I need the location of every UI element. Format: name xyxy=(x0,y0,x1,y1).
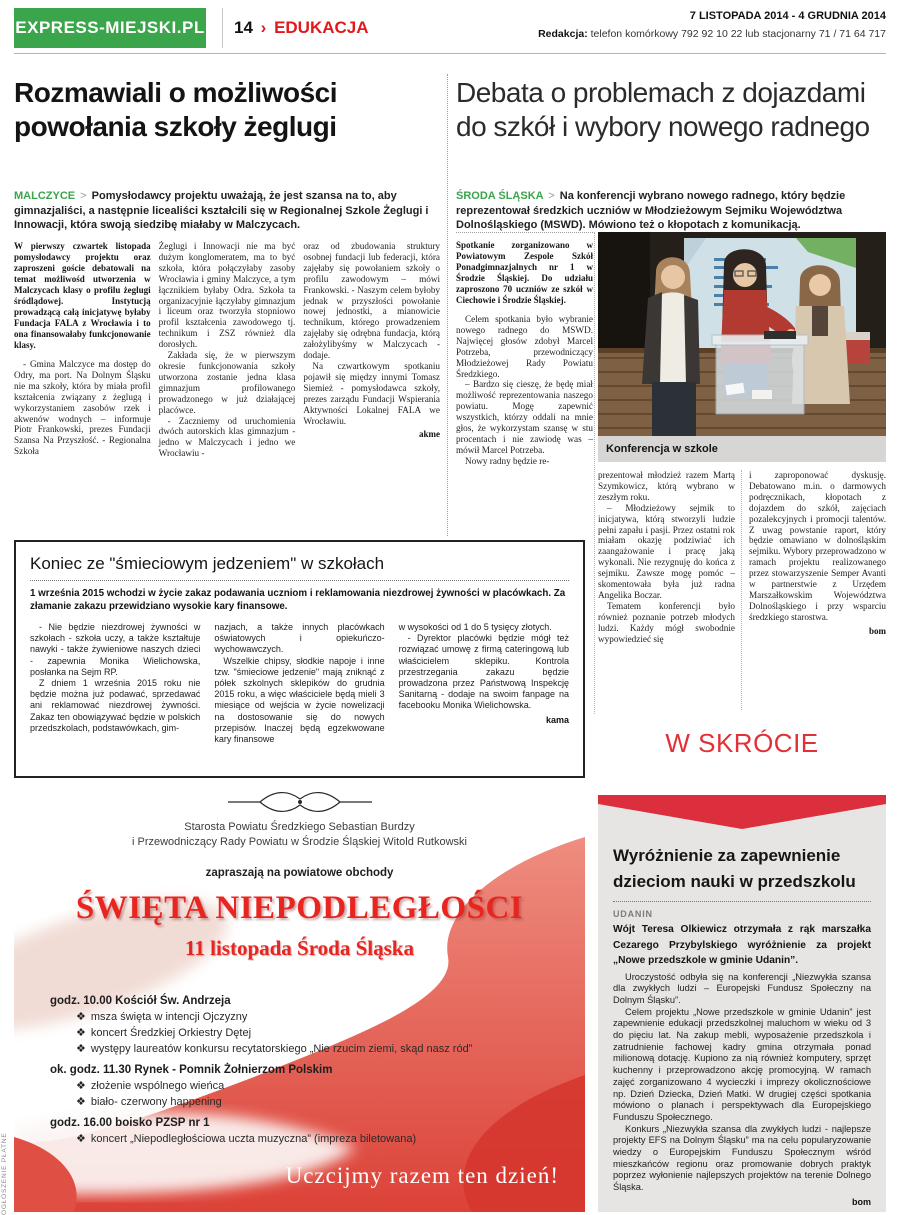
poster-host-line2: i Przewodniczący Rady Powiatu w Środzie Śląskiej Witold Rutkowski xyxy=(131,836,467,848)
location-tag: ŚRODA ŚLĄSKA xyxy=(456,190,544,202)
article-column xyxy=(749,470,886,645)
article-paragraph: w wysokości od 1 do 5 tysięcy złotych. xyxy=(398,622,552,632)
event-time: godz. 10.00 Kościół Św. Andrzeja xyxy=(50,995,231,1007)
column-divider xyxy=(741,470,742,710)
byline: bom xyxy=(852,1196,871,1207)
diamond-bullet-icon: ❖ xyxy=(76,1027,86,1039)
issue-date-range: 7 LISTOPADA 2014 - 4 GRUDNIA 2014 xyxy=(689,10,886,22)
location-tag: MALCZYCE xyxy=(14,190,76,202)
location-tag: UDANIN xyxy=(613,909,653,919)
event-item xyxy=(76,1078,530,1094)
article-intro: Wójt Teresa Olkiewicz otrzymała z rąk marszałka Cezarego Przybylskiego wyróżnienie za projekt „Nowe przedszkole w gminie Udanin”. xyxy=(613,924,871,966)
event-time: ok. godz. 11.30 Rynek - Pomnik Żołnierzom Polskim xyxy=(50,1064,333,1076)
lead-text: Pomysłodawcy projektu uważają, że jest szansa na to, aby gimnazjaliści, a następnie licealiści kształcili się w Regionalnej Szkole Żeglugi i Innowacji, która swoją siedzibę miałaby w Malczycach. xyxy=(14,190,429,231)
article-paragraph: Konkurs „Niezwykła szansa dla zwykłych ludzi - najlepsze projekty EFS na Dolnym Śląsku” ma na celu popularyzowanie wiedzy o Europejskim Funduszu Społecznym wśród mieszkańców regionu oraz promowanie dobrych praktyk poprzez wyłonienie najlepszych projektów na terenie Dolnego Śląska. xyxy=(613,1123,871,1193)
w-skrocie-heading: W SKRÓCIE xyxy=(665,728,819,758)
article-left-headline: Rozmawiali o możliwości powołania szkoły żeglugi xyxy=(14,77,338,142)
article-column xyxy=(456,232,593,467)
byline: akme xyxy=(419,429,441,440)
event-item xyxy=(76,1009,530,1025)
diamond-bullet-icon: ❖ xyxy=(76,1133,86,1145)
event-item xyxy=(76,1131,530,1147)
event-item xyxy=(76,1025,530,1041)
article-paragraph: – Bardzo się cieszę, że będę miał możliwość reprezentowania naszego powiatu. Mogę zapewnić wszystkich, którzy oddali na mnie głos, że wykorzystam szansę w stu procentach i nie zawiodę was – mówił Marcel Potrzeba. xyxy=(456,379,593,455)
article-right-lead xyxy=(456,189,888,233)
junk-food-article-box xyxy=(14,540,585,778)
article-paragraph: Celem projektu „Nowe przedszkole w gminie Udanin” jest zapewnienie edukacji przedszkolnej maluchom w wieku od 3 do pięciu lat. Na zakup mebli, wyposażenie przedszkola i zatrudnienie fachowej kadry gmina otrzymała ponad milionową dotację. Kupiono za nią również komputery, sprzęt kuchenny i przeprowadzono akcję promocyjną. W ramach zajęć zorganizowano 4 wycieczki i imprezy okolicznościowe np. Dzień Dziecka, Dzień Matki. W drugiej części spotkania mówiono o planach i perspektywach dla Europejskiego Funduszu Społecznego. xyxy=(613,1006,871,1122)
news-brief-content xyxy=(598,843,886,1207)
column-divider xyxy=(447,74,448,536)
conference-photo-graphic xyxy=(598,232,886,436)
paid-ad-side-label: OGŁOSZENIE PŁATNE xyxy=(1,1132,8,1215)
article-column xyxy=(14,241,151,537)
article-right-columns xyxy=(598,470,886,645)
news-title: Wyróżnienie za zapewnienie dzieciom nauki w przedszkolu xyxy=(613,846,856,891)
article-right-headline: Debata o problemach z dojazdami do szkół i wybory nowego radnego xyxy=(456,77,870,142)
event-item xyxy=(76,1041,530,1057)
event-item-text: złożenie wspólnego wieńca xyxy=(90,1080,225,1092)
poster-title: ŚWIĘTA NIEPODLEGŁOŚCI xyxy=(75,890,524,926)
header-right xyxy=(538,10,886,40)
event-item-text: msza święta w intencji Ojczyzny xyxy=(90,1011,248,1023)
page-number: 14 xyxy=(234,18,253,37)
article-intro: W pierwszy czwartek listopada pomysłodawcy projektu oraz zaproszeni goście debatowali na temat możliwośd utworzenia w Malczycach klasy o profilu żeglugi śródlądowej. Instytucją prowadzącą całą inicjatywę byłaby Fundacja FALA z Wrocławia i to ona finansowałaby funkcjonowanie klasy. xyxy=(14,241,151,350)
article-paragraph: Żeglugi i Innowacji nie ma być dużym konglomeratem, ma to być szkoła, która połączyłaby zasoby Wrocławia i gminy Malczyce, a tym łącznikiem byłaby Odra. Szkoła ta organizacyjnie łączyłaby gimnazjum i liceum oraz tworzyła stopniowo profil kształcenia zawodowego tj. technikum i ZSZ również dla dorosłych. xyxy=(158,241,296,350)
article-column xyxy=(30,622,200,745)
news-brief-box xyxy=(598,795,886,1212)
article-paragraph: Zakłada się, że w pierwszym okresie funkcjonowania szkoły utworzona zostanie jedna klasa gimnazjum profilowanego prowadzonego w już działającej placówce. xyxy=(158,350,296,415)
box-title: Koniec ze "śmieciowym jedzeniem" w szkołach xyxy=(30,554,385,573)
column-divider xyxy=(594,232,595,714)
article-paragraph: Z dniem 1 września 2015 roku nie będzie można już podawać, sprzedawać ani reklamować niezdrowej żywności. Zakaz ten obowiązywać będzie w polskich przedszkolach, podstawówkach, gim- xyxy=(30,678,201,733)
poster-invite-line: zapraszają na powiatowe obchody xyxy=(205,867,394,879)
article-intro: Spotkanie zorganizowano w Powiatowym Zespole Szkół Ponadgimnazjalnych nr 1 w Środzie Śląskiej. Do udziału zaproszono 70 uczniów ze szkół w Ciechowie i Środzie Śląskiej. xyxy=(456,240,593,305)
header-rule xyxy=(14,53,886,54)
diamond-bullet-icon: ❖ xyxy=(76,1096,86,1108)
article-paragraph: nazjach, a także innych placówkach oświatowych i opiekuńczo-wychowawczych. xyxy=(214,622,385,655)
article-paragraph: Na czwartkowym spotkaniu pojawił się między innymi Tomasz Siemież - pomysłodawca szkoły, prezes zarządu Fundacji Wspierania Aktywności Lokalnej FALA we Wrocławiu. xyxy=(303,360,441,426)
event-item-text: koncert Średzkiej Orkiestry Dętej xyxy=(90,1027,252,1039)
dotted-rule xyxy=(613,901,871,902)
diamond-bullet-icon: ❖ xyxy=(76,1043,86,1055)
poster-subtitle: 11 listopada Środa Śląska xyxy=(185,936,414,960)
article-column xyxy=(399,622,569,745)
section-name: EDUKACJA xyxy=(274,18,369,37)
byline: kama xyxy=(545,714,569,725)
article-paragraph: - Dyrektor placówki będzie mógł też rozwiązać umowę z firmą cateringową lub właścicielem sklepiku. Kontrola przestrzegania zakazu będzie prowadzona przez Państwową Inspekcję Sanitarną - dodaje na swoim fanpage na facebooku Monika Wielichowska. xyxy=(398,633,569,711)
article-left-lead xyxy=(14,189,440,233)
conference-photo xyxy=(598,232,886,436)
dotted-rule xyxy=(30,580,569,581)
event-items xyxy=(76,1078,530,1110)
article-paragraph: Uroczystość odbyła się na konferencji „Niezwykła szansa dla zwykłych ludzi – Europejski Fundusz Społeczny na Dolnym Śląsku”. xyxy=(613,971,871,1005)
flourish-ornament xyxy=(226,791,374,813)
section-arrow-icon: › xyxy=(260,18,267,37)
poster-schedule xyxy=(50,995,530,1154)
article-paragraph: Nowy radny będzie re- xyxy=(465,455,550,466)
article-paragraph: Tematem konferencji było również poznanie potrzeb młodych ludzi. Każdy mógł swobodnie wypowiedzieć się xyxy=(598,600,735,644)
article-paragraph: oraz od zbudowania struktury osobnej fundacji lub federacji, która zajęłaby się powołaniem szkoły o profilu zawodowym – mówi Frankowski. - Naszym celem byłoby jednak w przyszłości powołanie nowej jednostki, a mianowicie technikum, którego prowadzeniem zajęłaby się odrębna fundacja, którą założylibyśmy w Malczycach - dodaje. xyxy=(303,241,441,361)
poster-closing-slogan: Uczcijmy razem ten dzień! xyxy=(285,1163,559,1188)
article-paragraph: - Zaczniemy od uruchomienia dwóch autorskich klas gimnazjum - jedno w Malczycach i jedno we Wrocławiu - xyxy=(158,415,296,459)
brand-logo: EXPRESS-MIEJSKI.PL xyxy=(14,8,206,48)
byline: bom xyxy=(868,625,886,636)
article-column xyxy=(159,241,296,537)
box-lead: 1 września 2015 wchodzi w życie zakaz podawania uczniom i reklamowania niezdrowej żywności w placówkach. Za złamanie zakazu przewidziano wysokie kary finansowe. xyxy=(30,588,566,612)
article-column xyxy=(598,470,735,645)
photo-caption: Konferencja w szkole xyxy=(598,436,886,462)
article-column xyxy=(214,622,384,745)
article-column xyxy=(303,241,440,537)
event-items xyxy=(76,1131,530,1147)
event-time: godz. 16.00 boisko PZSP nr 1 xyxy=(50,1117,210,1129)
diamond-bullet-icon: ❖ xyxy=(76,1080,86,1092)
event-items xyxy=(76,1009,530,1057)
article-paragraph: - Nie będzie niezdrowej żywności w szkołach - szkoła uczy, a także kształtuje nawyki - także żywieniowe naszych dzieci - zapewnia Monika Wielichowska, posłanka na Sejm RP. xyxy=(30,622,201,677)
article-paragraph: - Gmina Malczyce ma dostęp do Odry, ma port. Na Dolnym Śląsku nie ma szkoły, która by miała profil kształcenia związany z żeglugą i wykorzystaniem zasobów rzek i akwenów wodnych – informuje Piotr Frankowski, prezes Fundacji Szansa Na Przyszłość. - Regionalna Szkoła xyxy=(14,359,151,457)
event-item-text: występy laureatów konkursu recytatorskiego „Nie rzucim ziemi, skąd nasz ród” xyxy=(90,1043,473,1055)
lead-text: Na konferencji wybrano nowego radnego, który będzie reprezentował średzkich uczniów w Młodzieżowym Sejmiku Województwa Dolnośląskiego (MSWD). Mówiono też o kłopotach z komunikacją. xyxy=(456,190,846,231)
contact-numbers: telefon komórkowy 792 92 10 22 lub stacjonarny 71 / 71 64 717 xyxy=(590,28,886,40)
event-item-text: biało- czerwony happening xyxy=(90,1096,222,1108)
header-divider xyxy=(222,8,223,48)
independence-day-poster xyxy=(14,785,585,1212)
poster-host-line1: Starosta Powiatu Średzkiego Sebastian Burdzy xyxy=(184,821,415,833)
article-paragraph: – Młodzieżowy sejmik to inicjatywa, którą stworzyli ludzie pełni zapału i pasji. Przez ostatni rok miałam okazję podziwiać ich zaangażowanie i pracę jaką wykonali. Nie rezygnuję do końca z sejmiku. Zawsze mogę pomóc – skomentowała była już radna Angelika Boczar. xyxy=(598,502,735,600)
lead-arrow-icon: > xyxy=(80,190,87,202)
article-paragraph: prezentował młodzież razem Martą Szymkowicz, którą wybrano w zeszłym roku. xyxy=(598,470,735,502)
event-item xyxy=(76,1094,530,1110)
contact-info xyxy=(538,28,886,40)
article-left-columns xyxy=(14,241,440,537)
lead-arrow-icon: > xyxy=(548,190,555,202)
article-paragraph: Celem spotkania było wybranie nowego radnego do MSWD. Najwięcej głosów zdobył Marcel Potrzeba, przewodniczący Młodzieżowej Rady Powiatu Średzkiego. xyxy=(456,314,593,379)
diamond-bullet-icon: ❖ xyxy=(76,1011,86,1023)
article-paragraph: Wszelkie chipsy, słodkie napoje i inne tzw. "śmieciowe jedzenie" mają zniknąć z półek szkolnych sklepików do grudnia 2015 roku, a więc właściciele będą mieli 3 miesiące od wejścia w życie nowelizacji na dostosowanie się do nowych przepisów. Inaczej będą egzekwowane kary finansowe xyxy=(214,655,385,745)
page-section xyxy=(234,18,369,38)
contact-label: Redakcja: xyxy=(538,28,588,40)
red-chevron-ribbon xyxy=(598,795,886,833)
article-paragraph: i zaproponować dyskusję. Debatowano m.in. o darmowych podręcznikach, kłopotach z dojazdem do szkół, zajęciach pozalekcyjnych i promocji talentów. Z uwag powstanie raport, który będzie omawiano w dolnośląskim sejmiku. Wybory przeprowadzono w ramach projektu realizowanego przez stowarzyszenie Semper Avanti w partnerstwie z Urzędem Marszałkowskim Województwa Dolnośląskiego i przy wsparciu średzkiego starostwa. xyxy=(749,470,886,622)
event-item-text: koncert „Niepodległościowa uczta muzyczna” (impreza biletowana) xyxy=(90,1133,417,1145)
box-columns xyxy=(30,622,569,745)
